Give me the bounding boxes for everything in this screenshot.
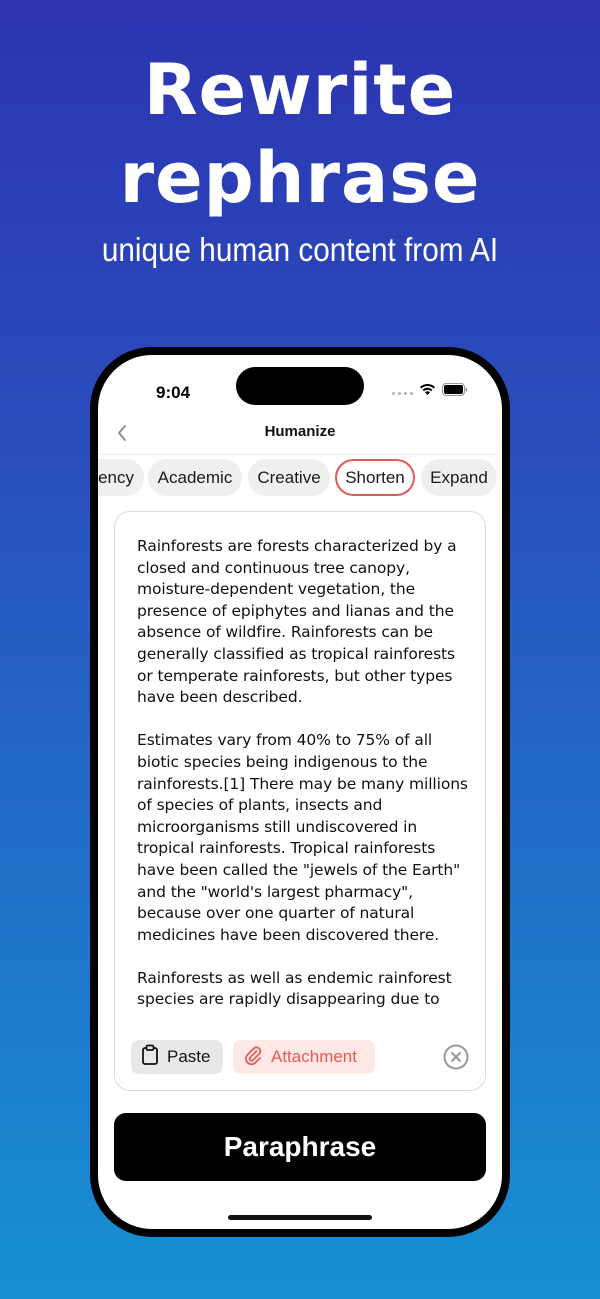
status-icons (392, 383, 468, 396)
clipboard-icon (141, 1044, 159, 1071)
mode-chip-shorten[interactable]: Shorten (335, 459, 415, 496)
attachment-button[interactable] (233, 1040, 375, 1074)
dynamic-island (236, 367, 364, 405)
battery-icon (442, 383, 468, 396)
phone-frame (90, 347, 510, 1237)
clear-circle-x-icon[interactable] (443, 1044, 469, 1070)
headline-line-2: rephrase (119, 137, 481, 219)
home-indicator[interactable] (228, 1215, 372, 1220)
subheadline: unique human content from AI (101, 231, 499, 268)
mode-chip-academic[interactable]: Academic (148, 459, 242, 496)
page-title: Humanize (264, 423, 336, 440)
mode-chip-creative[interactable]: Creative (248, 459, 330, 496)
paperclip-icon (243, 1045, 263, 1070)
mode-selector (98, 459, 502, 499)
wifi-icon (419, 383, 436, 396)
navigation-bar (98, 411, 502, 455)
paragraph: Rainforests are forests characterized by a closed and continuous tree canopy, moisture-dependent vegetation, the presence of epiphytes and lianas and the absence of wildfire. Rainforests can be generally classified as tropical rainforests or temperate rainforests, but other types have been described. (137, 537, 457, 707)
text-editor-card (114, 511, 486, 1091)
paste-label: Paste (167, 1047, 211, 1066)
paste-button[interactable] (131, 1040, 223, 1074)
paragraph: Rainforests as well as endemic rainforest species are rapidly disappearing due to (137, 968, 452, 1009)
status-time: 9:04 (156, 383, 191, 402)
phone-screen (98, 355, 502, 1229)
headline-line-1: Rewrite (143, 49, 457, 131)
attachment-label: Attachment (271, 1047, 357, 1066)
input-text-area[interactable] (137, 536, 469, 1028)
paragraph: Estimates vary from 40% to 75% of all biotic species being indigenous to the rainforests.[1] There may be many millions of species of plants, insects and microorganisms still undiscovered in tropical rainforests. Tropical rainforests have been called the "jewels of the Earth" and the "world's largest pharmacy", because over one quarter of natural medicines have been discovered there. (137, 731, 468, 944)
paraphrase-button[interactable]: Paraphrase (114, 1113, 486, 1181)
signal-icon (392, 385, 413, 395)
mode-chip-expand[interactable]: Expand (421, 459, 497, 496)
mode-chip-fluency[interactable]: ency (98, 459, 144, 496)
